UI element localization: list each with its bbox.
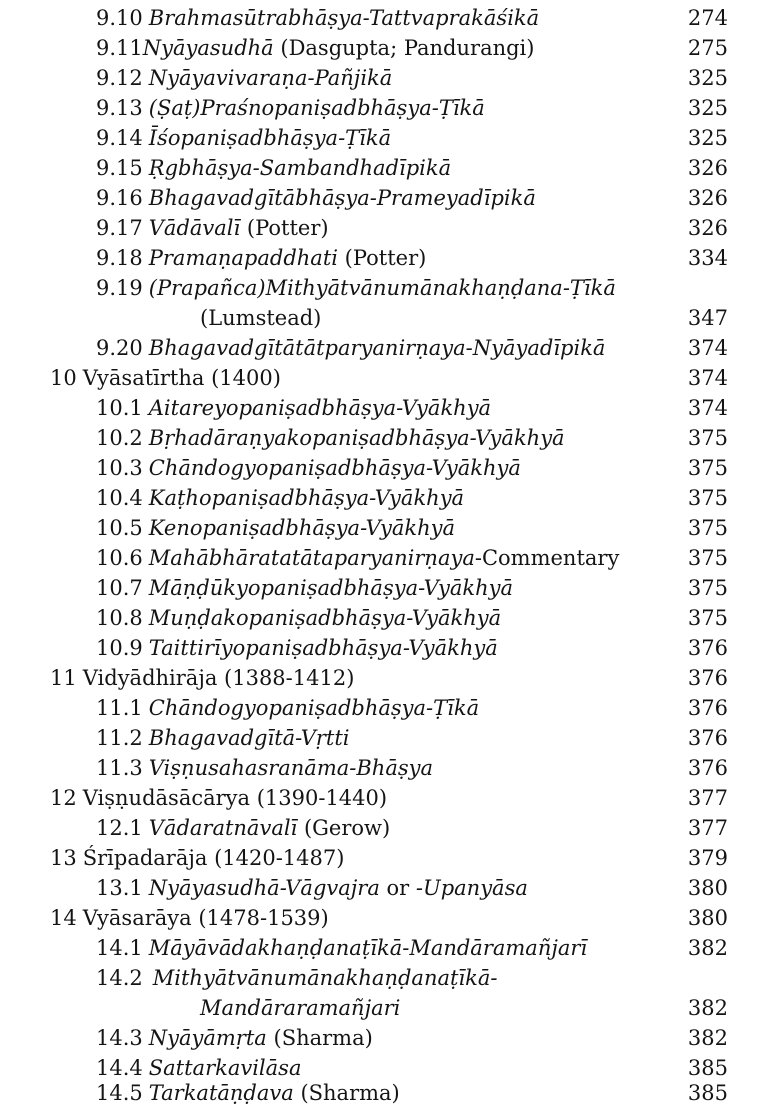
entry-title: Bhagavadgītā-Vṛtti [148, 726, 350, 750]
entry-number: 12.1 [96, 816, 143, 840]
toc-entry [0, 753, 780, 783]
page-number: 375 [687, 546, 728, 570]
entry-number: 11.2 [96, 726, 143, 750]
entry-title: Bhagavadgītābhāṣya-Prameyadīpikā [148, 186, 536, 210]
toc-entry-continuation [0, 993, 780, 1023]
page-number: 375 [687, 456, 728, 480]
entry-number: 10.8 [96, 606, 143, 630]
toc-chapter [0, 783, 780, 813]
page-number: 380 [687, 906, 728, 930]
entry-number: 9.10 [96, 6, 143, 30]
entry-note: (Sharma) [293, 1081, 400, 1105]
toc-entry [0, 213, 780, 243]
entry-title-alt: -Upanyāsa [415, 876, 528, 900]
entry-note: -Commentary [474, 546, 620, 570]
entry-title: (Prapañca)Mithyātvānumānakhaṇḍana-Ṭīkā [148, 276, 616, 300]
entry-title: Bṛhadāraṇyakopaniṣadbhāṣya-Vyākhyā [148, 426, 565, 450]
entry-number: 9.20 [96, 336, 143, 360]
toc-entry [0, 873, 780, 903]
entry-title: Kaṭhopaniṣadbhāṣya-Vyākhyā [148, 486, 465, 510]
entry-title: Kenopaniṣadbhāṣya-Vyākhyā [148, 516, 455, 540]
entry-number: 14.1 [96, 936, 143, 960]
entry-title: Īśopaniṣadbhāṣya-Ṭīkā [148, 126, 392, 150]
page-number: 385 [687, 1081, 728, 1105]
page-number: 375 [687, 516, 728, 540]
page-number: 326 [687, 186, 728, 210]
toc-entry [0, 483, 780, 513]
entry-title: (Ṣaṭ)Praśnopaniṣadbhāṣya-Ṭīkā [148, 96, 485, 120]
toc-entry [0, 1078, 780, 1108]
page-number: 325 [687, 126, 728, 150]
toc-entry [0, 453, 780, 483]
page-number: 325 [687, 66, 728, 90]
page-number: 375 [687, 486, 728, 510]
page-number: 374 [687, 336, 728, 360]
entry-title: Taittirīyopaniṣadbhāṣya-Vyākhyā [148, 636, 498, 660]
entry-number: 10.5 [96, 516, 143, 540]
chapter-number: 11 [50, 666, 77, 690]
page-number: 325 [687, 96, 728, 120]
toc-entry [0, 243, 780, 273]
entry-title: Viṣṇusahasranāma-Bhāṣya [148, 756, 433, 780]
page-number: 377 [687, 816, 728, 840]
entry-title: Brahmasūtrabhāṣya-Tattvaprakāśikā [148, 6, 540, 30]
page-number: 377 [687, 786, 728, 810]
page-number: 374 [687, 396, 728, 420]
entry-number: 14.3 [96, 1026, 143, 1050]
toc-chapter [0, 903, 780, 933]
entry-number: 10.3 [96, 456, 143, 480]
page-number: 376 [687, 696, 728, 720]
page-number: 385 [687, 1056, 728, 1080]
entry-number: 9.15 [96, 156, 143, 180]
entry-number: 10.9 [96, 636, 143, 660]
toc-entry [0, 333, 780, 363]
page-number: 382 [687, 936, 728, 960]
entry-note: (Potter) [240, 216, 329, 240]
entry-note: (Gerow) [297, 816, 391, 840]
page-number: 379 [687, 846, 728, 870]
toc-chapter [0, 843, 780, 873]
chapter-number: 10 [50, 366, 77, 390]
page-number: 375 [687, 576, 728, 600]
toc-entry [0, 633, 780, 663]
entry-number: 11.3 [96, 756, 143, 780]
entry-number: 9.11 [96, 36, 143, 60]
entry-number: 9.17 [96, 216, 143, 240]
toc-entry [0, 153, 780, 183]
entry-title: Mithyātvānumānakhaṇḍanaṭīkā- [152, 966, 498, 990]
toc-entry [0, 933, 780, 963]
entry-number: 10.1 [96, 396, 143, 420]
entry-title: Vādaratnāvalī [148, 816, 298, 840]
entry-title: Aitareyopaniṣadbhāṣya-Vyākhyā [148, 396, 492, 420]
toc-entry [0, 813, 780, 843]
toc-entry [0, 93, 780, 123]
chapter-title: Śrīpadarāja (1420-1487) [82, 846, 345, 870]
toc-entry [0, 3, 780, 33]
entry-number: 9.13 [96, 96, 143, 120]
page-number: 376 [687, 636, 728, 660]
page-number: 380 [687, 876, 728, 900]
entry-title: Mandāraramañjari [200, 996, 401, 1020]
entry-number: 14.4 [96, 1056, 143, 1080]
entry-title: Chāndogyopaniṣadbhāṣya-Vyākhyā [148, 456, 521, 480]
toc-chapter [0, 363, 780, 393]
entry-note: or [379, 876, 416, 900]
entry-number: 10.4 [96, 486, 143, 510]
entry-title: Nyāyasudhā-Vāgvajra [148, 876, 380, 900]
toc-entry [0, 183, 780, 213]
entry-number: 10.7 [96, 576, 143, 600]
page-number: 382 [687, 996, 728, 1020]
entry-title: Sattarkavilāsa [148, 1056, 302, 1080]
entry-number: 10.2 [96, 426, 143, 450]
page-number: 275 [687, 36, 728, 60]
entry-note: (Potter) [337, 246, 427, 270]
page-number: 376 [687, 756, 728, 780]
page-number: 382 [687, 1026, 728, 1050]
entry-note: (Sharma) [266, 1026, 373, 1050]
toc-entry [0, 723, 780, 753]
entry-number: 14.2 [96, 966, 143, 990]
entry-title: Chāndogyopaniṣadbhāṣya-Ṭīkā [148, 696, 480, 720]
entry-number: 11.1 [96, 696, 143, 720]
toc-entry [0, 63, 780, 93]
chapter-number: 13 [50, 846, 77, 870]
toc-chapter [0, 663, 780, 693]
toc-entry [0, 513, 780, 543]
chapter-title: Vidyādhirāja (1388-1412) [82, 666, 355, 690]
chapter-title: Vyāsarāya (1478-1539) [82, 906, 329, 930]
entry-title: Nyāyavivaraṇa-Pañjikā [148, 66, 393, 90]
entry-title: Vādāvalī [148, 216, 241, 240]
chapter-title: Viṣṇudāsācārya (1390-1440) [82, 786, 388, 810]
entry-title: Bhagavadgītātātparyanirṇaya-Nyāyadīpikā [148, 336, 606, 360]
toc-entry [0, 573, 780, 603]
page-number: 375 [687, 606, 728, 630]
entry-note: (Lumstead) [200, 306, 322, 330]
toc-entry [0, 543, 780, 573]
entry-title: Māyāvādakhaṇḍanaṭīkā-Mandāramañjarī [148, 936, 588, 960]
entry-title: Mahābhāratatātaparyanirṇaya [148, 546, 475, 570]
page-number: 274 [687, 6, 728, 30]
toc-entry [0, 423, 780, 453]
entry-number: 13.1 [96, 876, 143, 900]
page-number: 374 [687, 366, 728, 390]
entry-number: 9.14 [96, 126, 143, 150]
entry-number: 10.6 [96, 546, 143, 570]
toc-entry [0, 273, 780, 303]
chapter-title: Vyāsatīrtha (1400) [82, 366, 281, 390]
chapter-number: 14 [50, 906, 77, 930]
page-number: 376 [687, 666, 728, 690]
entry-title: Nyāyāmṛta [148, 1026, 267, 1050]
toc-entry [0, 33, 780, 63]
entry-title: Nyāyasudhā [142, 36, 274, 60]
toc-entry [0, 963, 780, 993]
entry-title: Tarkatāṇḍava [148, 1081, 294, 1105]
chapter-number: 12 [50, 786, 77, 810]
toc-entry [0, 1023, 780, 1053]
entry-title: Ṛgbhāṣya-Sambandhadīpikā [148, 156, 452, 180]
entry-number: 9.12 [96, 66, 143, 90]
entry-title: Māṇḍūkyopaniṣadbhāṣya-Vyākhyā [148, 576, 514, 600]
page-number: 326 [687, 156, 728, 180]
entry-number: 9.18 [96, 246, 143, 270]
entry-title: Pramaṇapaddhati [148, 246, 338, 270]
entry-number: 9.19 [96, 276, 143, 300]
entry-number: 14.5 [96, 1081, 143, 1105]
entry-number: 9.16 [96, 186, 143, 210]
entry-note: (Dasgupta; Pandurangi) [273, 36, 535, 60]
page-number: 326 [687, 216, 728, 240]
page-number: 347 [687, 306, 728, 330]
page-number: 334 [687, 246, 728, 270]
toc-entry [0, 123, 780, 153]
page-number: 376 [687, 726, 728, 750]
toc-entry-continuation [0, 303, 780, 333]
toc-entry [0, 603, 780, 633]
entry-title: Muṇḍakopaniṣadbhāṣya-Vyākhyā [148, 606, 502, 630]
toc-entry [0, 693, 780, 723]
page-number: 375 [687, 426, 728, 450]
toc-entry [0, 393, 780, 423]
